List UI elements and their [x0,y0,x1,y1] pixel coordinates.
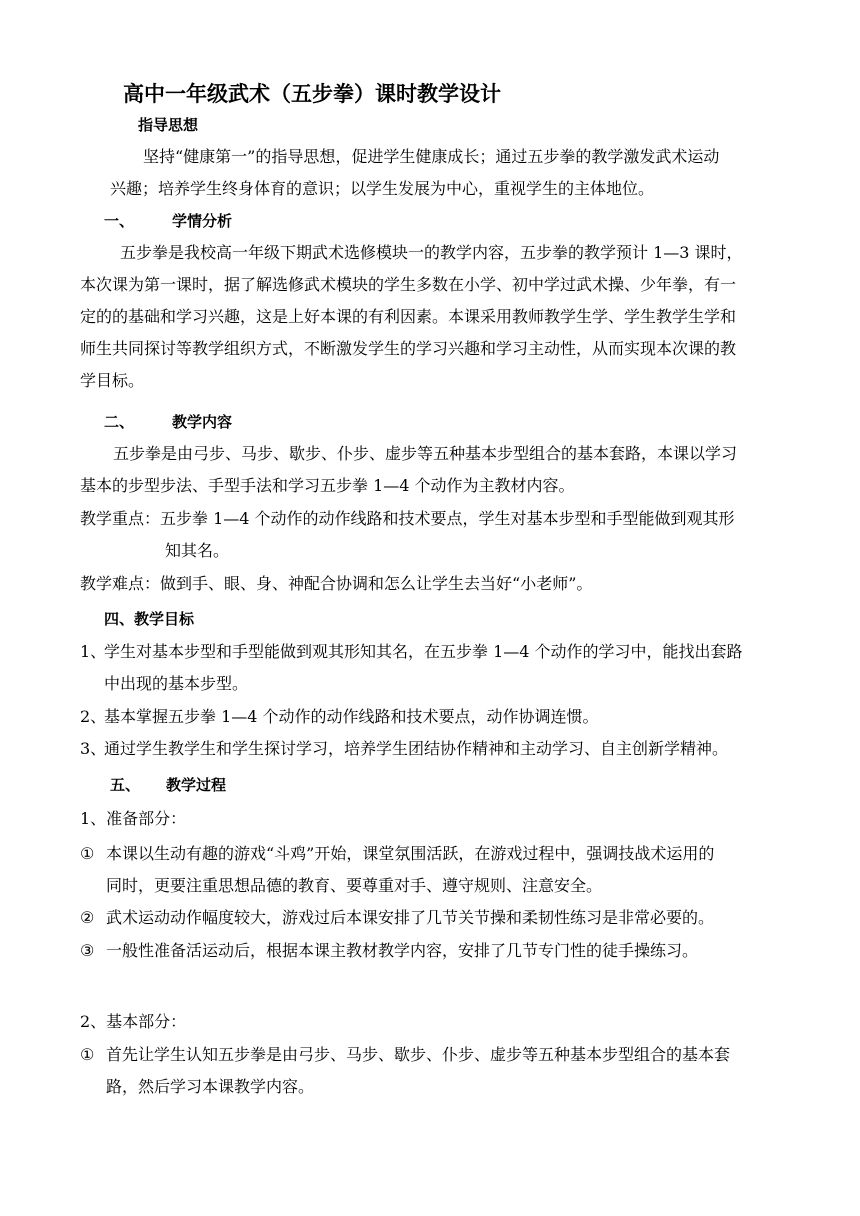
list-text: 武术运动动作幅度较大，游戏过后本课安排了几节关节操和柔韧性练习是非常必要的。 [106,908,715,927]
section-heading [104,411,232,433]
paragraph-line: 中出现的基本步型。 [104,674,249,693]
list-text: 基本掌握五步拳 1—4 个动作的动作线路和技术要点，动作协调连惯。 [104,707,599,726]
list-number: 2、 [80,707,107,726]
list-marker: ③ [80,941,95,960]
list-item [80,940,698,962]
key-point-line [80,508,735,530]
list-number: 1、 [80,642,107,661]
list-marker: ② [80,908,95,927]
list-text: 学生对基本步型和手型能做到观其形知其名，在五步拳 1—4 个动作的学习中，能找出套路 [104,642,743,661]
section-number: 一、 [104,212,135,230]
list-item [80,641,743,663]
paragraph-line: 基本的步型步法、手型手法和学习五步拳 1—4 个动作为主教材内容。 [80,476,575,495]
paragraph-line: 学目标。 [80,371,145,390]
paragraph-line: 同时，更要注重思想品德的教育、要尊重对手、遵守规则、注意安全。 [106,876,603,895]
list-text: 本课以生动有趣的游戏“斗鸡”开始，课堂氛围活跃，在游戏过程中，强调技战术运用的 [106,844,715,863]
list-item [80,843,714,865]
paragraph-line: 定的的基础和学习兴趣，这是上好本课的有利因素。本课采用教师教学生学、学生教学生学和 [80,307,737,326]
list-item [80,1044,730,1066]
section-heading: 四、教学目标 [104,610,195,628]
difficulty-line [80,573,592,595]
list-marker: ① [80,1045,95,1064]
section-title: 教学过程 [166,776,227,794]
difficulty-text: 做到手、眼、身、神配合协调和怎么让学生去当好“小老师”。 [160,574,593,593]
paragraph-line: 五步拳是由弓步、马步、歇步、仆步、虚步等五种基本步型组合的基本套路，本课以学习 [113,444,738,463]
section-heading [104,210,232,232]
list-text: 通过学生教学生和学生探讨学习，培养学生团结协作精神和主动学习、自主创新学精神。 [104,739,729,758]
section-title: 学情分析 [172,212,233,230]
list-text: 首先让学生认知五步拳是由弓步、马步、歇步、仆步、虚步等五种基本步型组合的基本套 [106,1045,731,1064]
list-number: 3、 [80,739,107,758]
paragraph-line: 兴趣；培养学生终身体育的意识；以学生发展为中心，重视学生的主体地位。 [110,179,655,198]
section-number: 五、 [110,776,141,794]
list-item [80,907,714,929]
difficulty-label: 教学难点： [80,574,161,593]
paragraph-line: 坚持“健康第一”的指导思想，促进学生健康成长；通过五步拳的教学激发武术运动 [143,147,720,166]
section-number: 二、 [104,413,135,431]
key-point-text: 五步拳 1—4 个动作的动作线路和技术要点，学生对基本步型和手型能做到观其形 [160,509,735,528]
list-marker: ① [80,844,95,863]
paragraph-line: 知其名。 [165,541,230,560]
key-point-label: 教学重点： [80,509,161,528]
list-item [80,706,599,728]
list-item [80,738,728,760]
guiding-heading: 指导思想 [138,116,199,134]
document-title: 高中一年级武术（五步拳）课时教学设计 [123,81,501,106]
subsection-label: 2、基本部分： [80,1012,187,1031]
list-text: 一般性准备活运动后，根据本课主教材教学内容，安排了几节专门性的徒手操练习。 [106,941,699,960]
paragraph-line: 路，然后学习本课教学内容。 [106,1077,315,1096]
subsection-label: 1、准备部分： [80,809,187,828]
paragraph-line: 五步拳是我校高一年级下期武术选修模块一的教学内容，五步拳的教学预计 1—3 课时， [120,243,743,262]
paragraph-line: 本次课为第一课时，据了解选修武术模块的学生多数在小学、初中学过武术操、少年拳，有一 [80,275,737,294]
section-heading [110,774,226,796]
paragraph-line: 师生共同探讨等教学组织方式，不断激发学生的学习兴趣和学习主动性，从而实现本次课的教 [80,339,737,358]
section-title: 教学内容 [172,413,233,431]
